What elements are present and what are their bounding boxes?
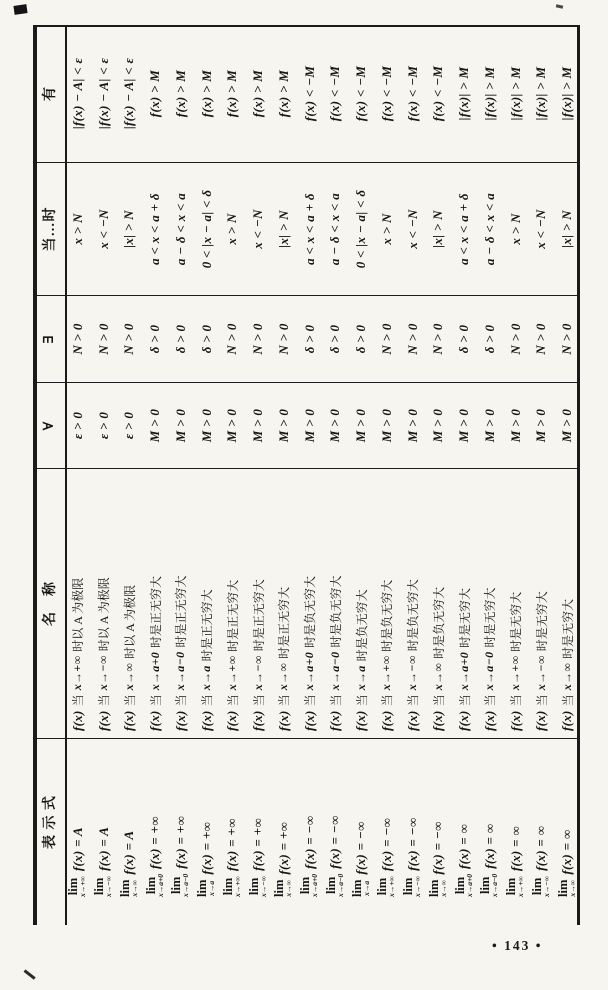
column-name-body — [65, 469, 580, 738]
name-cell: f(x) 当 x→∞ 时是无穷大 — [559, 598, 575, 731]
exists-cell: N > 0 — [430, 323, 446, 355]
when-cell: x > N — [378, 213, 394, 245]
scan-artifact-top-right — [556, 4, 563, 8]
when-cell: x > N — [507, 213, 523, 245]
have-cell: f(x) > M — [198, 69, 214, 118]
exists-cell: δ > 0 — [147, 324, 163, 354]
header-have: 有 — [43, 86, 58, 101]
expression-cell: lim x→−∞ f(x) = ∞ — [529, 825, 551, 897]
exists-cell: δ > 0 — [456, 324, 472, 354]
forall-cell: M > 0 — [198, 408, 214, 443]
lim-stack: lim x→a−0 — [478, 873, 500, 897]
table-header-rule — [65, 25, 67, 925]
forall-cell: ε > 0 — [69, 411, 85, 440]
lim-stack: lim x→+∞ — [66, 876, 88, 897]
exists-cell: δ > 0 — [327, 324, 343, 354]
name-cell: f(x) 当 x→−∞ 时以 A 为极限 — [95, 577, 112, 731]
forall-cell: M > 0 — [224, 408, 240, 443]
lim-stack: lim x→∞ — [426, 879, 448, 897]
when-cell: x < −N — [95, 209, 111, 249]
name-cell: f(x) 当 x→−∞ 时是正无穷大 — [250, 579, 266, 731]
name-cell: f(x) 当 x→a 时是负无穷大 — [353, 589, 369, 731]
when-cell: a < x < a + δ — [147, 193, 163, 265]
forall-cell: M > 0 — [456, 408, 472, 443]
when-cell: x > N — [224, 213, 240, 245]
lim-stack: lim x→a — [195, 879, 217, 897]
have-cell: |f(x) − A| < ε — [69, 57, 85, 130]
column-name — [33, 468, 580, 738]
have-cell: f(x) < −M — [301, 65, 317, 122]
have-cell: f(x) > M — [172, 69, 188, 118]
exists-cell: N > 0 — [275, 323, 291, 355]
when-cell: |x| > N — [430, 210, 446, 248]
expression-cell: lim x→a−0 f(x) = −∞ — [323, 815, 345, 897]
have-cell: f(x) > M — [250, 69, 266, 118]
name-cell: f(x) 当 x→a−0 时是负无穷大 — [327, 575, 343, 731]
name-cell: f(x) 当 x→a+0 时是正无穷大 — [147, 575, 163, 731]
when-cell: |x| > N — [275, 210, 291, 248]
when-cell: |x| > N — [121, 210, 137, 248]
lim-stack: lim x→−∞ — [246, 875, 268, 897]
lim-stack: lim x→+∞ — [375, 876, 397, 897]
column-have-body — [65, 25, 580, 162]
lim-stack: lim x→+∞ — [504, 876, 526, 897]
forall-cell: M > 0 — [378, 408, 394, 443]
column-forall — [33, 382, 580, 468]
when-cell: a − δ < x < a — [327, 192, 343, 266]
have-cell: f(x) > M — [224, 69, 240, 118]
name-cell: f(x) 当 x→∞ 时以 A 为极限 — [121, 584, 137, 731]
lim-stack: lim x→∞ — [555, 879, 577, 897]
exists-cell: N > 0 — [224, 323, 240, 355]
have-cell: |f(x) − A| < ε — [121, 57, 137, 130]
lim-stack: lim x→∞ — [117, 879, 139, 897]
column-exists-body — [65, 296, 580, 382]
name-cell: f(x) 当 x→−∞ 时是负无穷大 — [404, 579, 421, 731]
expression-cell: lim x→a−0 f(x) = +∞ — [169, 815, 191, 897]
when-cell: x < −N — [404, 209, 420, 249]
exists-cell: N > 0 — [378, 323, 394, 355]
exists-cell: δ > 0 — [353, 324, 369, 354]
have-cell: f(x) < −M — [378, 65, 394, 122]
expression-cell: lim x→∞ f(x) = +∞ — [272, 821, 294, 897]
have-cell: f(x) < −M — [430, 65, 446, 122]
name-cell: f(x) 当 x→∞ 时是负无穷大 — [430, 586, 446, 731]
have-cell: f(x) < −M — [404, 65, 420, 122]
page-number: • 143 • — [492, 938, 543, 953]
lim-stack: lim x→a+0 — [143, 873, 165, 897]
have-cell: f(x) < −M — [353, 65, 369, 122]
when-cell: 0 < |x − a| < δ — [198, 189, 214, 269]
forall-cell: M > 0 — [481, 408, 497, 443]
column-when-body — [65, 163, 580, 295]
column-forall-body — [65, 383, 580, 468]
forall-cell: M > 0 — [250, 408, 266, 443]
when-cell: a − δ < x < a — [481, 192, 497, 266]
name-cell: f(x) 当 x→−∞ 时是无穷大 — [533, 591, 549, 731]
column-when — [33, 162, 580, 295]
lim-stack: lim x→a−0 — [169, 873, 191, 897]
when-cell: a < x < a + δ — [301, 193, 317, 265]
when-cell: |x| > N — [559, 210, 575, 248]
expression-cell: lim x→−∞ f(x) = −∞ — [401, 817, 423, 897]
table-top-rule — [33, 25, 37, 925]
expression-cell: lim x→∞ f(x) = −∞ — [426, 821, 448, 897]
expression-cell: lim x→+∞ f(x) = +∞ — [220, 818, 242, 897]
have-cell: f(x) < −M — [327, 65, 343, 122]
forall-cell: M > 0 — [353, 408, 369, 443]
column-have — [33, 25, 580, 162]
have-cell: |f(x)| > M — [533, 66, 549, 121]
when-cell: a − δ < x < a — [172, 192, 188, 266]
expression-cell: lim x→+∞ f(x) = ∞ — [504, 826, 526, 897]
scan-artifact-top-left — [13, 4, 27, 15]
header-name: 名 称 — [43, 581, 58, 626]
lim-stack: lim x→+∞ — [220, 876, 242, 897]
have-cell: f(x) > M — [147, 69, 163, 118]
lim-stack: lim x→a+0 — [298, 873, 320, 897]
expression-cell: lim x→+∞ f(x) = A — [66, 827, 88, 897]
exists-cell: N > 0 — [507, 323, 523, 355]
exists-cell: δ > 0 — [301, 324, 317, 354]
exists-cell: N > 0 — [121, 323, 137, 355]
forall-cell: ε > 0 — [121, 411, 137, 440]
forall-cell: M > 0 — [430, 408, 446, 443]
scan-artifact-bottom-left — [23, 969, 35, 980]
expression-cell: lim x→a−0 f(x) = ∞ — [478, 823, 500, 897]
name-cell: f(x) 当 x→+∞ 时是负无穷大 — [378, 579, 395, 731]
column-exists — [33, 295, 580, 382]
when-cell: x < −N — [533, 209, 549, 249]
lim-stack: lim x→a — [349, 879, 371, 897]
lim-stack: lim x→−∞ — [529, 875, 551, 897]
expression-cell: lim x→a f(x) = −∞ — [349, 821, 371, 897]
lim-stack: lim x→∞ — [272, 879, 294, 897]
column-expression-body — [65, 739, 580, 905]
limits-definition-table — [33, 25, 580, 905]
forall-cell: M > 0 — [147, 408, 163, 443]
have-cell: |f(x)| > M — [559, 66, 575, 121]
exists-cell: N > 0 — [95, 323, 111, 355]
exists-cell: N > 0 — [69, 323, 85, 355]
lim-stack: lim x→a−0 — [323, 873, 345, 897]
name-cell: f(x) 当 x→a 时是正无穷大 — [198, 589, 215, 731]
exists-cell: δ > 0 — [481, 324, 497, 354]
forall-cell: M > 0 — [327, 408, 343, 443]
forall-cell: M > 0 — [559, 408, 575, 443]
forall-cell: ε > 0 — [95, 411, 111, 440]
forall-cell: M > 0 — [533, 408, 549, 443]
name-cell: f(x) 当 x→a+0 时是无穷大 — [456, 587, 472, 731]
exists-cell: N > 0 — [559, 323, 575, 355]
when-cell: x > N — [69, 213, 85, 245]
exists-cell: δ > 0 — [172, 324, 188, 354]
when-cell: x < −N — [250, 209, 266, 249]
forall-cell: M > 0 — [172, 408, 188, 443]
name-cell: f(x) 当 x→a−0 时是无穷大 — [481, 587, 498, 731]
expression-cell: lim x→−∞ f(x) = +∞ — [246, 818, 268, 897]
name-cell: f(x) 当 x→+∞ 时以 A 为极限 — [69, 577, 86, 731]
have-cell: |f(x) − A| < ε — [95, 57, 111, 130]
expression-cell: lim x→a f(x) = +∞ — [195, 821, 217, 897]
expression-cell: lim x→∞ f(x) = A — [117, 830, 139, 897]
when-cell: a < x < a + δ — [456, 193, 472, 265]
have-cell: |f(x)| > M — [481, 66, 497, 121]
name-cell: f(x) 当 x→+∞ 时是无穷大 — [507, 591, 524, 731]
exists-cell: δ > 0 — [198, 324, 214, 354]
table-bottom-rule — [577, 25, 580, 925]
exists-cell: N > 0 — [533, 323, 549, 355]
lim-stack: lim x→a+0 — [452, 873, 474, 897]
name-cell: f(x) 当 x→a−0 时是正无穷大 — [172, 575, 189, 731]
header-when: 当…时 — [43, 206, 58, 252]
expression-cell: lim x→−∞ f(x) = A — [92, 826, 114, 897]
column-expression — [33, 738, 580, 905]
exists-cell: N > 0 — [250, 323, 266, 355]
forall-cell: M > 0 — [507, 408, 523, 443]
name-cell: f(x) 当 x→+∞ 时是正无穷大 — [224, 579, 240, 731]
lim-stack: lim x→−∞ — [92, 875, 114, 897]
forall-cell: M > 0 — [275, 408, 291, 443]
exists-cell: N > 0 — [404, 323, 420, 355]
header-forall: ∀ — [41, 420, 57, 431]
expression-cell: lim x→∞ f(x) = ∞ — [555, 829, 577, 897]
expression-cell: lim x→+∞ f(x) = −∞ — [375, 817, 397, 897]
forall-cell: M > 0 — [404, 408, 420, 443]
name-cell: f(x) 当 x→∞ 时是正无穷大 — [275, 586, 292, 731]
have-cell: |f(x)| > M — [507, 66, 523, 121]
expression-cell: lim x→a+0 f(x) = ∞ — [452, 823, 474, 897]
lim-stack: lim x→−∞ — [401, 875, 423, 897]
when-cell: 0 < |x − a| < δ — [353, 189, 369, 269]
expression-cell: lim x→a+0 f(x) = +∞ — [143, 816, 165, 897]
have-cell: |f(x)| > M — [456, 66, 472, 121]
table-right-rule — [33, 25, 580, 27]
name-cell: f(x) 当 x→a+0 时是负无穷大 — [301, 575, 318, 731]
header-exists: ∃ — [41, 334, 57, 344]
rotated-table-stage — [33, 25, 580, 905]
have-cell: f(x) > M — [275, 69, 291, 118]
header-expression: 表 示 式 — [43, 795, 58, 849]
forall-cell: M > 0 — [301, 408, 317, 443]
expression-cell: lim x→a+0 f(x) = −∞ — [298, 815, 320, 897]
